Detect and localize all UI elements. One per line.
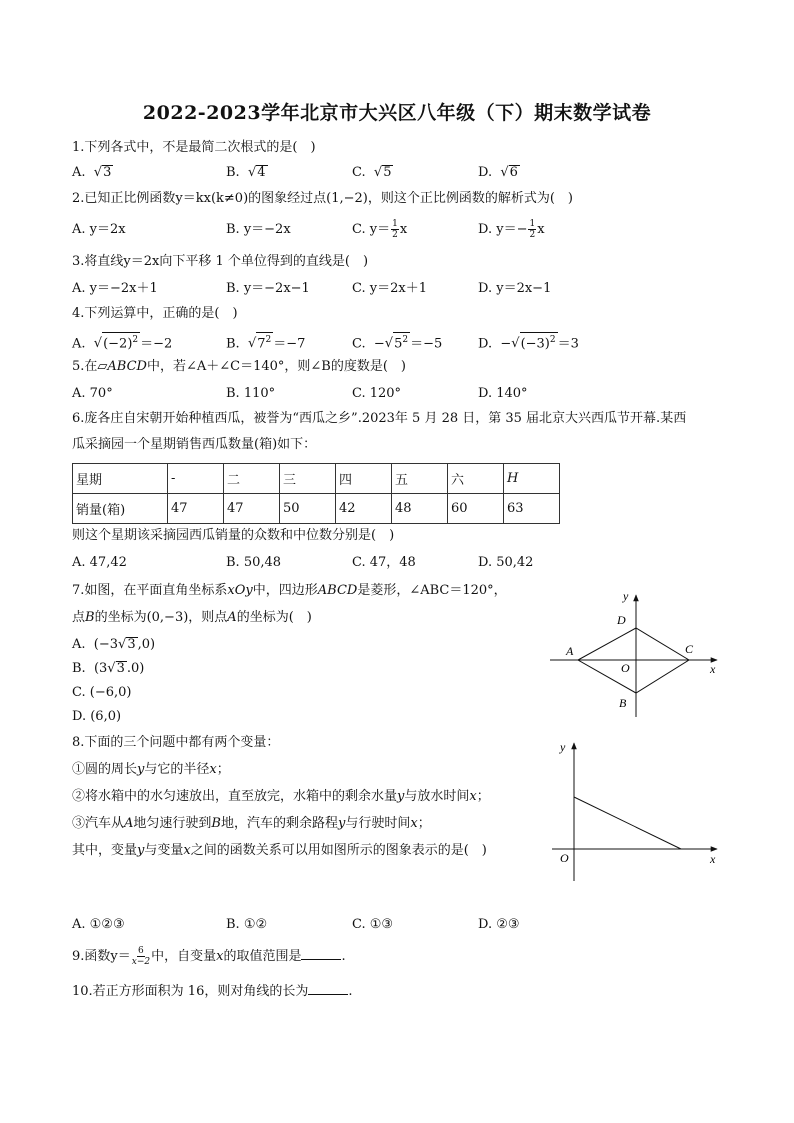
q2-option-d: D. y＝− $\frac{1}{2}$ x	[478, 219, 545, 240]
table-cell: 四	[336, 464, 392, 494]
q5-option-c: C. 120°	[352, 386, 402, 401]
q4-option-b: B. $√7^2 =-7$	[226, 332, 305, 353]
q2-option-c: C. y＝ $\frac{1}{2}$ x	[352, 219, 408, 240]
q8-option-c: C. ①③	[352, 917, 394, 932]
decreasing-line	[574, 797, 681, 849]
table-cell: 六	[448, 464, 504, 494]
sales-table	[72, 463, 560, 524]
answer-blank[interactable]	[308, 982, 348, 995]
origin-label: O	[621, 661, 630, 675]
question-7-line-2: 点B的坐标为(0,−3)，则点A的坐标为( )	[72, 610, 312, 625]
x-axis-label: x	[710, 662, 716, 676]
rhombus-figure	[545, 585, 725, 720]
table-cell: 三	[280, 464, 336, 494]
table-cell: 60	[448, 494, 504, 524]
table-cell: 48	[392, 494, 448, 524]
q4-option-a: A. $√(-2)^2 =-2$	[72, 332, 172, 353]
q8-option-d: D. ②③	[478, 917, 520, 932]
y-axis-label: y	[623, 589, 629, 603]
q2-option-b: B. y＝−2x	[226, 222, 291, 237]
linear-graph-figure	[550, 735, 725, 885]
table-cell: 63	[504, 494, 560, 524]
question-6-line-2: 瓜采摘园一个星期销售西瓜数量(箱)如下：	[72, 437, 317, 452]
table-cell: 50	[280, 494, 336, 524]
point-a-label: A	[566, 644, 574, 658]
question-8-stem: 8.下面的三个问题中都有两个变量：	[72, 735, 280, 750]
q4-option-c: C. $-√5^2 =-5$	[352, 332, 442, 353]
table-cell: H	[504, 464, 560, 494]
q1-option-c: C. √5	[352, 165, 392, 180]
q8-option-a: A. ①②③	[72, 917, 125, 932]
x-axis-label: x	[710, 852, 716, 866]
table-cell: 星期	[73, 464, 168, 494]
q6-option-d: D. 50,42	[478, 555, 534, 570]
question-6-line-1: 6.庞各庄自宋朝开始种植西瓜，被誉为“西瓜之乡”.2023年 5 月 28 日，第 35 届北京大兴西瓜节开幕.某西	[72, 411, 687, 426]
q7-option-c: C. (−6,0)	[72, 685, 132, 700]
q2-option-a: A. y＝2x	[72, 222, 126, 237]
question-8-conclusion: 其中，变量y与变量x之间的函数关系可以用如图所示的图象表示的是( )	[72, 843, 487, 858]
table-cell: 42	[336, 494, 392, 524]
point-c-label: C	[685, 642, 694, 656]
question-2-stem: 2.已知正比例函数y＝kx(k≠0)的图象经过点(1,−2)，则这个正比例函数的解析式为( )	[72, 191, 573, 206]
table-cell: 销量(箱)	[73, 494, 168, 524]
q7-option-d: D. (6,0)	[72, 709, 122, 724]
q6-option-b: B. 50,48	[226, 555, 282, 570]
table-cell: 二	[224, 464, 280, 494]
q3-option-c: C. y＝2x＋1	[352, 281, 427, 296]
y-axis-label: y	[560, 740, 566, 754]
table-cell: 47	[224, 494, 280, 524]
q1-option-b: B. √4	[226, 165, 266, 180]
question-9: 9.函数y＝ $\frac{6}{x-2}$ 中，自变量x的取值范围是 .	[72, 946, 346, 967]
question-7-line-1: 7.如图，在平面直角坐标系xOy中，四边形ABCD是菱形，∠ABC＝120°，	[72, 583, 507, 598]
question-8-item-2: ②将水箱中的水匀速放出，直至放完，水箱中的剩余水量y与放水时间x；	[72, 789, 490, 804]
q3-option-b: B. y＝−2x−1	[226, 281, 310, 296]
q8-option-b: B. ①②	[226, 917, 268, 932]
point-b-label: B	[619, 696, 627, 710]
answer-blank[interactable]	[301, 947, 341, 960]
point-d-label: D	[617, 613, 626, 627]
q6-option-c: C. 47，48	[352, 555, 416, 570]
question-1-stem: 1.下列各式中，不是最简二次根式的是( )	[72, 140, 316, 155]
q5-option-b: B. 110°	[226, 386, 276, 401]
q3-option-d: D. y＝2x−1	[478, 281, 552, 296]
table-cell: -	[168, 464, 224, 494]
origin-label: O	[560, 851, 569, 865]
table-cell: 五	[392, 464, 448, 494]
q5-option-a: A. 70°	[72, 386, 113, 401]
sales-table-data-row	[73, 494, 560, 524]
q4-option-d: D. $-√(-3)^2 =3$	[478, 332, 579, 353]
q7-option-b: B. (3√3 .0)	[72, 661, 145, 676]
sales-table-header-row	[73, 464, 560, 494]
page-title: 2022-2023学年北京市大兴区八年级（下）期末数学试卷	[142, 102, 652, 124]
question-10: 10.若正方形面积为 16，则对角线的长为 .	[72, 984, 353, 999]
q1-option-d: D. √6	[478, 165, 518, 180]
question-4-stem: 4.下列运算中，正确的是( )	[72, 306, 238, 321]
table-cell: 47	[168, 494, 224, 524]
question-8-item-3: ③汽车从A地匀速行驶到B地，汽车的剩余路程y与行驶时间x；	[72, 816, 431, 831]
q1-option-a: A. √3	[72, 165, 112, 180]
question-8-item-1: ①圆的周长y与它的半径x；	[72, 762, 230, 777]
q6-option-a: A. 47,42	[72, 555, 127, 570]
question-3-stem: 3.将直线y＝2x向下平移 1 个单位得到的直线是( )	[72, 254, 369, 269]
q3-option-a: A. y＝−2x＋1	[72, 281, 158, 296]
question-5-stem: 5.在▱ABCD中，若∠A＋∠C＝140°，则∠B的度数是( )	[72, 359, 406, 374]
question-6-question: 则这个星期该采摘园西瓜销量的众数和中位数分别是( )	[72, 528, 395, 543]
q7-option-a: A. (−3√3 ,0)	[72, 637, 156, 652]
q5-option-d: D. 140°	[478, 386, 528, 401]
